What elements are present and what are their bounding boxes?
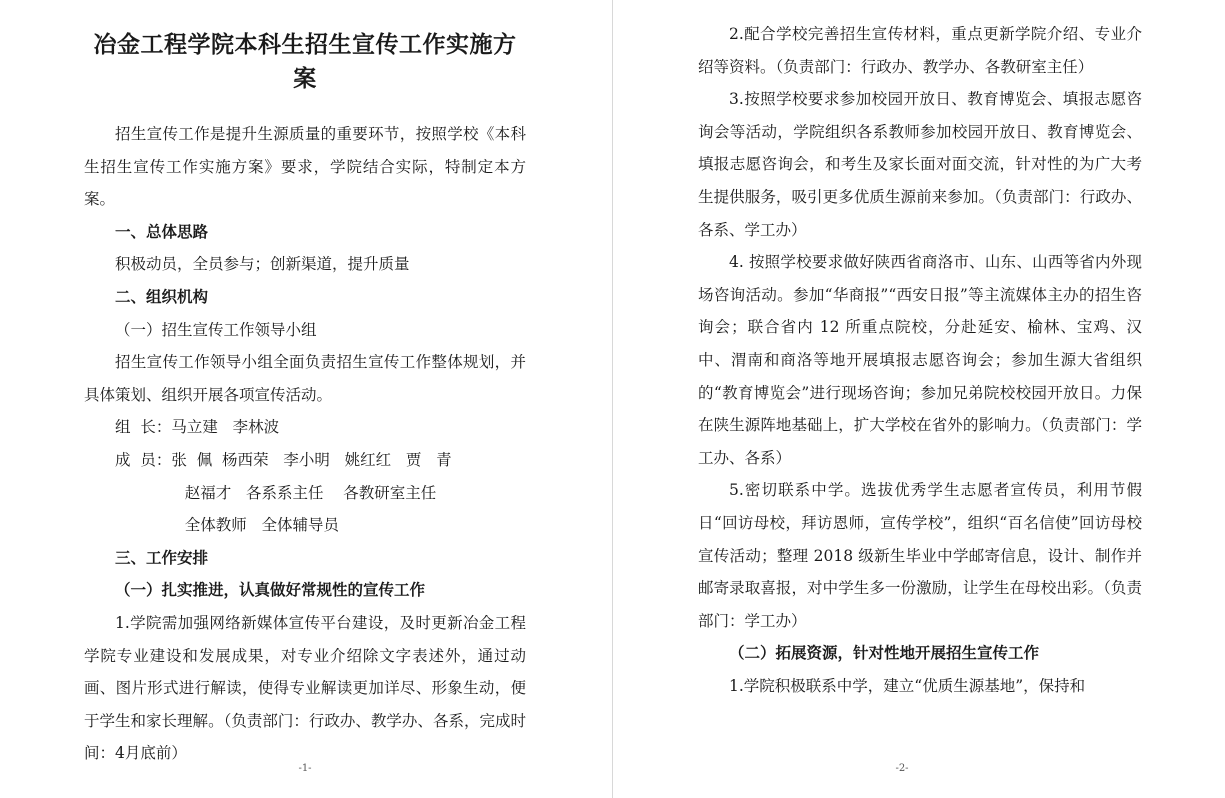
members-line-2: 赵福才 各系系主任 各教研室主任 — [184, 483, 437, 502]
section-1-text: 积极动员，全员参与；创新渠道，提升质量 — [115, 255, 410, 274]
section-3-subheading-1: （一）扎实推进，认真做好常规性的宣传工作 — [115, 580, 426, 600]
section-2-text: 招生宣传工作领导小组全面负责招生宣传工作整体规划，并具体策划、组织开展各项宣传活动。 — [84, 353, 526, 404]
document-title: 冶金工程学院本科生招生宣传工作实施方案 — [93, 31, 517, 92]
section-1-heading: 一、总体思路 — [115, 221, 209, 241]
section-3-item-1: 1.学院需加强网络新媒体宣传平台建设，及时更新冶金工程学院专业建设和发展成果，对专业介绍除文字表述外，通过动画、图片形式进行解读，使得专业解读更加详尽、形象生动，便于学生和家长理解。（负责部门：行政办、教学办、各系，完成时间：4月底前） — [84, 613, 526, 763]
section-3-item-5: 5.密切联系中学。选拔优秀学生志愿者宣传员，利用节假日“回访母校，拜访恩师，宣传学校”，组织“百名信使”回访母校宣传活动；整理 2018 级新生毕业中学邮寄信息，设计、制作并邮寄录取喜报，对中学生多一份激励，让学生在母校出彩。（负责部门：学工办） — [698, 481, 1142, 630]
section-3-item-2: 2.配合学校完善招生宣传材料，重点更新学院介绍、专业介绍等资料。（负责部门：行政办、教学办、各教研室主任） — [698, 25, 1142, 76]
members-line-1: 成 员：张 佩 杨西荣 李小明 姚红红 贾 青 — [115, 450, 452, 469]
section-2-heading: 二、组织机构 — [115, 286, 209, 306]
page-number: -1- — [298, 763, 312, 774]
section-3-item-3: 3.按照学校要求参加校园开放日、教育博览会、填报志愿咨询会等活动，学院组织各系教师参加校园开放日、教育博览会、填报志愿咨询会，和考生及家长面对面交流，针对性的为广大考生提供服务，吸引更多优质生源前来参加。（负责部门：行政办、各系、学工办） — [698, 90, 1142, 239]
page-number: -2- — [895, 763, 909, 774]
section-3-item-4: 4. 按照学校要求做好陕西省商洛市、山东、山西等省内外现场咨询活动。参加“华商报”“西安日报”等主流媒体主办的招生咨询会；联合省内 12 所重点院校，分赴延安、榆林、宝鸡、汉中、渭南和商洛等地开展填报志愿咨询会；参加生源大省组织的“教育博览会”进行现场咨询；参加兄弟院校校园开放日。力保在陕生源阵地基础上，扩大学校在省外的影响力。（负责部门：学工办、各系） — [698, 253, 1142, 467]
leader-line: 组 长：马立建 李林波 — [115, 418, 280, 437]
section-3-subheading-2: （二）拓展资源，针对性地开展招生宣传工作 — [729, 643, 1040, 663]
document-page-1 — [0, 0, 612, 798]
document-page-2 — [612, 0, 1225, 798]
page-1-content — [84, 28, 526, 770]
intro-paragraph: 招生宣传工作是提升生源质量的重要环节，按照学校《本科生招生宣传工作实施方案》要求，学院结合实际，特制定本方案。 — [84, 125, 526, 209]
page-2-content — [698, 18, 1142, 702]
members-line-3: 全体教师 全体辅导员 — [184, 516, 340, 535]
section-2-subheading: （一）招生宣传工作领导小组 — [115, 320, 317, 339]
section-3-item-b1: 1.学院积极联系中学，建立“优质生源基地”，保持和 — [729, 676, 1086, 695]
section-3-heading: 三、工作安排 — [115, 547, 209, 567]
